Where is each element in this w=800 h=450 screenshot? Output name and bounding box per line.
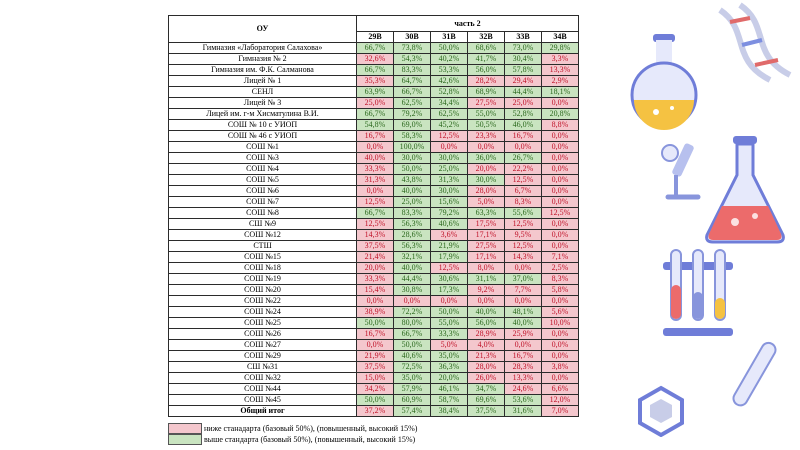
score-cell: 40,0% (468, 307, 505, 318)
score-cell: 12,5% (505, 241, 542, 252)
score-cell: 0,0% (357, 186, 394, 197)
score-cell: 12,5% (505, 175, 542, 186)
score-cell: 28,3% (505, 362, 542, 373)
column-header: 30В (394, 32, 431, 43)
score-cell: 58,7% (431, 395, 468, 406)
score-cell: 0,0% (505, 296, 542, 307)
score-cell: 69,6% (468, 395, 505, 406)
score-cell: 26,7% (505, 153, 542, 164)
school-name-cell: СОШ №29 (169, 351, 357, 362)
score-cell: 20,0% (357, 263, 394, 274)
score-cell: 34,4% (431, 98, 468, 109)
molecule-icon (700, 0, 800, 90)
table-row (169, 230, 579, 241)
score-cell: 52,8% (505, 109, 542, 120)
school-name-cell: СЕНЛ (169, 87, 357, 98)
score-cell: 0,0% (431, 296, 468, 307)
score-cell: 0,0% (357, 142, 394, 153)
school-name-cell: СОШ №26 (169, 329, 357, 340)
score-cell: 3,6% (431, 230, 468, 241)
legend (168, 423, 578, 445)
school-name-cell: СТШ (169, 241, 357, 252)
score-cell: 30,0% (394, 153, 431, 164)
score-cell: 46,1% (431, 384, 468, 395)
score-cell: 28,2% (468, 76, 505, 87)
school-name-cell: СОШ №4 (169, 164, 357, 175)
table-row (169, 373, 579, 384)
score-cell: 0,0% (505, 263, 542, 274)
score-cell: 35,0% (431, 351, 468, 362)
table-row (169, 43, 579, 54)
score-cell: 40,0% (505, 318, 542, 329)
score-cell: 18,1% (542, 87, 579, 98)
legend-row-high (168, 434, 578, 445)
score-cell: 0,0% (431, 142, 468, 153)
school-name-cell: Гимназия им. Ф.К. Салманова (169, 65, 357, 76)
score-cell: 38,4% (431, 406, 468, 417)
score-cell: 35,3% (357, 76, 394, 87)
table-row (169, 285, 579, 296)
score-cell: 0,0% (394, 296, 431, 307)
score-cell: 10,0% (542, 318, 579, 329)
score-cell: 83,3% (394, 208, 431, 219)
table-row (169, 153, 579, 164)
score-cell: 72,2% (394, 307, 431, 318)
table-row (169, 351, 579, 362)
score-cell: 36,0% (468, 153, 505, 164)
legend-text-high: выше стандарта (базовый 50%), (повышенный, высокий 15%) (204, 435, 416, 444)
score-cell: 56,3% (394, 241, 431, 252)
table-row (169, 109, 579, 120)
score-cell: 30,0% (431, 153, 468, 164)
score-cell: 21,9% (431, 241, 468, 252)
header-part: часть 2 (357, 16, 579, 32)
score-cell: 20,8% (542, 109, 579, 120)
score-cell: 3,8% (542, 362, 579, 373)
score-cell: 12,5% (431, 131, 468, 142)
score-cell: 7,7% (505, 285, 542, 296)
table-body (169, 43, 579, 417)
score-cell: 0,0% (542, 340, 579, 351)
school-name-cell: СШ №31 (169, 362, 357, 373)
school-name-cell: СОШ №5 (169, 175, 357, 186)
score-cell: 8,3% (542, 274, 579, 285)
score-cell: 28,6% (394, 230, 431, 241)
school-name-cell: Лицей № 1 (169, 76, 357, 87)
score-cell: 9,5% (505, 230, 542, 241)
score-cell: 60,9% (394, 395, 431, 406)
score-cell: 25,0% (394, 197, 431, 208)
table-row (169, 131, 579, 142)
score-cell: 63,3% (468, 208, 505, 219)
score-cell: 69,0% (394, 120, 431, 131)
score-cell: 12,5% (357, 219, 394, 230)
score-cell: 17,1% (468, 230, 505, 241)
score-cell: 25,0% (431, 164, 468, 175)
score-cell: 8,8% (542, 120, 579, 131)
test-tube-rack-icon (655, 240, 740, 345)
legend-swatch-high (168, 434, 202, 445)
score-cell: 15,6% (431, 197, 468, 208)
score-cell: 0,0% (468, 296, 505, 307)
score-cell: 66,7% (357, 109, 394, 120)
legend-text-low: ниже станадарта (базовый 50%), (повышенный, высокий 15%) (204, 424, 418, 433)
score-cell: 2,5% (542, 263, 579, 274)
school-name-cell: СШ №9 (169, 219, 357, 230)
score-cell: 66,7% (357, 208, 394, 219)
score-cell: 5,8% (542, 285, 579, 296)
score-cell: 40,0% (394, 186, 431, 197)
table-row (169, 197, 579, 208)
score-cell: 0,0% (542, 329, 579, 340)
score-cell: 6,6% (542, 384, 579, 395)
score-cell: 15,4% (357, 285, 394, 296)
score-cell: 64,7% (394, 76, 431, 87)
table-row (169, 120, 579, 131)
score-cell: 83,3% (394, 65, 431, 76)
score-cell: 43,8% (394, 175, 431, 186)
score-cell: 57,8% (505, 65, 542, 76)
score-cell: 34,7% (468, 384, 505, 395)
score-cell: 27,5% (468, 98, 505, 109)
score-cell: 55,0% (468, 109, 505, 120)
score-cell: 12,5% (431, 263, 468, 274)
score-cell: 33,3% (357, 274, 394, 285)
score-cell: 37,2% (357, 406, 394, 417)
score-cell: 12,0% (542, 395, 579, 406)
score-cell: 100,0% (394, 142, 431, 153)
table-row (169, 164, 579, 175)
score-cell: 50,0% (357, 395, 394, 406)
score-cell: 72,5% (394, 362, 431, 373)
score-cell: 0,0% (542, 164, 579, 175)
score-cell: 66,7% (357, 65, 394, 76)
score-cell: 31,6% (505, 406, 542, 417)
score-cell: 16,7% (505, 351, 542, 362)
score-cell: 66,7% (394, 329, 431, 340)
table-row (169, 274, 579, 285)
score-cell: 30,0% (468, 175, 505, 186)
score-cell: 3,3% (542, 54, 579, 65)
score-cell: 37,5% (357, 362, 394, 373)
score-cell: 34,2% (357, 384, 394, 395)
score-cell: 6,7% (505, 186, 542, 197)
score-cell: 50,5% (468, 120, 505, 131)
column-header: 29В (357, 32, 394, 43)
school-name-cell: СОШ № 10 с УИОП (169, 120, 357, 131)
results-table (168, 15, 579, 417)
score-cell: 62,5% (394, 98, 431, 109)
table-row (169, 65, 579, 76)
score-cell: 9,2% (468, 285, 505, 296)
score-cell: 33,3% (357, 164, 394, 175)
score-cell: 36,3% (431, 362, 468, 373)
score-cell: 0,0% (542, 153, 579, 164)
score-cell: 23,3% (468, 131, 505, 142)
score-cell: 20,0% (468, 164, 505, 175)
score-cell: 5,0% (431, 340, 468, 351)
results-sheet (168, 15, 578, 445)
score-cell: 5,0% (468, 197, 505, 208)
score-cell: 30,8% (394, 285, 431, 296)
school-name-cell: СОШ №32 (169, 373, 357, 384)
table-row (169, 296, 579, 307)
score-cell: 50,0% (431, 307, 468, 318)
score-cell: 66,7% (357, 43, 394, 54)
score-cell: 37,0% (505, 274, 542, 285)
table-row (169, 87, 579, 98)
score-cell: 31,3% (431, 175, 468, 186)
score-cell: 14,3% (357, 230, 394, 241)
score-cell: 0,0% (542, 98, 579, 109)
score-cell: 44,4% (394, 274, 431, 285)
school-name-cell: СОШ №20 (169, 285, 357, 296)
microscope-icon (648, 135, 708, 205)
score-cell: 21,9% (357, 351, 394, 362)
score-cell: 80,0% (394, 318, 431, 329)
school-name-cell: Гимназия «Лаборатория Салахова» (169, 43, 357, 54)
school-name-cell: СОШ №8 (169, 208, 357, 219)
score-cell: 38,9% (357, 307, 394, 318)
score-cell: 16,7% (505, 131, 542, 142)
score-cell: 12,5% (505, 219, 542, 230)
score-cell: 62,5% (431, 109, 468, 120)
score-cell: 0,0% (542, 230, 579, 241)
score-cell: 57,4% (394, 406, 431, 417)
school-name-cell: СОШ №18 (169, 263, 357, 274)
score-cell: 15,0% (357, 373, 394, 384)
score-cell: 8,3% (505, 197, 542, 208)
school-name-cell: СОШ №1 (169, 142, 357, 153)
score-cell: 20,0% (431, 373, 468, 384)
score-cell: 25,9% (505, 329, 542, 340)
score-cell: 17,1% (468, 252, 505, 263)
table-row (169, 395, 579, 406)
score-cell: 30,6% (431, 274, 468, 285)
score-cell: 22,2% (505, 164, 542, 175)
score-cell: 25,0% (505, 98, 542, 109)
score-cell: 40,6% (394, 351, 431, 362)
school-name-cell: СОШ №19 (169, 274, 357, 285)
score-cell: 17,5% (468, 219, 505, 230)
school-name-cell: СОШ №44 (169, 384, 357, 395)
table-row (169, 362, 579, 373)
table-row (169, 252, 579, 263)
score-cell: 30,4% (505, 54, 542, 65)
score-cell: 0,0% (357, 340, 394, 351)
score-cell: 33,3% (431, 329, 468, 340)
table-row (169, 98, 579, 109)
score-cell: 0,0% (542, 186, 579, 197)
score-cell: 28,0% (468, 186, 505, 197)
score-cell: 2,9% (542, 76, 579, 87)
school-name-cell: Общий итог (169, 406, 357, 417)
score-cell: 28,9% (468, 329, 505, 340)
score-cell: 17,9% (431, 252, 468, 263)
score-cell: 46,0% (505, 120, 542, 131)
table-row (169, 54, 579, 65)
table-row (169, 219, 579, 230)
score-cell: 66,7% (394, 87, 431, 98)
score-cell: 27,5% (468, 241, 505, 252)
school-name-cell: Гимназия № 2 (169, 54, 357, 65)
score-cell: 30,0% (431, 186, 468, 197)
score-cell: 0,0% (505, 142, 542, 153)
score-cell: 25,0% (357, 98, 394, 109)
score-cell: 56,0% (468, 318, 505, 329)
score-cell: 28,0% (468, 362, 505, 373)
score-cell: 40,0% (357, 153, 394, 164)
score-cell: 48,1% (505, 307, 542, 318)
table-row (169, 406, 579, 417)
table-row (169, 175, 579, 186)
score-cell: 73,0% (505, 43, 542, 54)
score-cell: 29,4% (505, 76, 542, 87)
score-cell: 79,2% (394, 109, 431, 120)
table-row (169, 186, 579, 197)
school-name-cell: СОШ №7 (169, 197, 357, 208)
score-cell: 42,6% (431, 76, 468, 87)
conical-flask-icon (695, 130, 795, 250)
score-cell: 55,6% (505, 208, 542, 219)
column-header: 32В (468, 32, 505, 43)
school-name-cell: СОШ №22 (169, 296, 357, 307)
score-cell: 0,0% (542, 175, 579, 186)
test-tube-icon (725, 335, 785, 415)
score-cell: 0,0% (542, 131, 579, 142)
table-row (169, 241, 579, 252)
header-ou: ОУ (169, 16, 357, 43)
score-cell: 58,3% (394, 131, 431, 142)
table-row (169, 307, 579, 318)
score-cell: 63,9% (357, 87, 394, 98)
score-cell: 31,3% (357, 175, 394, 186)
score-cell: 50,0% (394, 164, 431, 175)
score-cell: 68,9% (468, 87, 505, 98)
score-cell: 79,2% (431, 208, 468, 219)
table-row (169, 384, 579, 395)
score-cell: 53,3% (431, 65, 468, 76)
score-cell: 35,0% (394, 373, 431, 384)
score-cell: 0,0% (542, 241, 579, 252)
score-cell: 52,8% (431, 87, 468, 98)
school-name-cell: СОШ №45 (169, 395, 357, 406)
score-cell: 0,0% (505, 340, 542, 351)
table-row (169, 76, 579, 87)
score-cell: 0,0% (542, 219, 579, 230)
school-name-cell: Лицей № 3 (169, 98, 357, 109)
school-name-cell: Лицей им. г-м Хисматулина В.И. (169, 109, 357, 120)
school-name-cell: СОШ №12 (169, 230, 357, 241)
score-cell: 32,6% (357, 54, 394, 65)
score-cell: 0,0% (357, 296, 394, 307)
school-name-cell: СОШ №3 (169, 153, 357, 164)
potion-flask-icon (620, 30, 710, 130)
score-cell: 40,2% (431, 54, 468, 65)
score-cell: 16,7% (357, 131, 394, 142)
score-cell: 32,1% (394, 252, 431, 263)
score-cell: 21,3% (468, 351, 505, 362)
hexagon-icon (636, 385, 686, 437)
school-name-cell: СОШ №27 (169, 340, 357, 351)
table-row (169, 318, 579, 329)
score-cell: 31,1% (468, 274, 505, 285)
score-cell: 53,6% (505, 395, 542, 406)
table-row (169, 208, 579, 219)
score-cell: 7,1% (542, 252, 579, 263)
score-cell: 56,3% (394, 219, 431, 230)
score-cell: 45,2% (431, 120, 468, 131)
school-name-cell: СОШ №24 (169, 307, 357, 318)
score-cell: 4,0% (468, 340, 505, 351)
score-cell: 57,9% (394, 384, 431, 395)
score-cell: 7,0% (542, 406, 579, 417)
score-cell: 13,3% (542, 65, 579, 76)
score-cell: 0,0% (542, 373, 579, 384)
score-cell: 55,0% (431, 318, 468, 329)
score-cell: 14,3% (505, 252, 542, 263)
score-cell: 16,7% (357, 329, 394, 340)
score-cell: 0,0% (542, 296, 579, 307)
score-cell: 37,5% (357, 241, 394, 252)
school-name-cell: СОШ № 46 с УИОП (169, 131, 357, 142)
score-cell: 40,6% (431, 219, 468, 230)
score-cell: 0,0% (468, 142, 505, 153)
score-cell: 68,6% (468, 43, 505, 54)
score-cell: 50,0% (357, 318, 394, 329)
legend-row-low (168, 423, 578, 434)
score-cell: 29,8% (542, 43, 579, 54)
column-header: 33В (505, 32, 542, 43)
score-cell: 41,7% (468, 54, 505, 65)
score-cell: 40,0% (394, 263, 431, 274)
table-row (169, 142, 579, 153)
table-row (169, 329, 579, 340)
score-cell: 8,0% (468, 263, 505, 274)
school-name-cell: СОШ №6 (169, 186, 357, 197)
score-cell: 54,8% (357, 120, 394, 131)
score-cell: 26,0% (468, 373, 505, 384)
score-cell: 0,0% (542, 142, 579, 153)
score-cell: 5,6% (542, 307, 579, 318)
score-cell: 37,5% (468, 406, 505, 417)
score-cell: 73,8% (394, 43, 431, 54)
table-row (169, 340, 579, 351)
score-cell: 44,4% (505, 87, 542, 98)
score-cell: 13,3% (505, 373, 542, 384)
score-cell: 50,0% (394, 340, 431, 351)
school-name-cell: СОШ №25 (169, 318, 357, 329)
score-cell: 0,0% (542, 351, 579, 362)
score-cell: 50,0% (431, 43, 468, 54)
table-row (169, 263, 579, 274)
score-cell: 0,0% (542, 197, 579, 208)
score-cell: 54,3% (394, 54, 431, 65)
legend-swatch-low (168, 423, 202, 434)
score-cell: 21,4% (357, 252, 394, 263)
score-cell: 56,0% (468, 65, 505, 76)
score-cell: 12,5% (357, 197, 394, 208)
column-header: 34В (542, 32, 579, 43)
score-cell: 17,3% (431, 285, 468, 296)
column-header: 31В (431, 32, 468, 43)
score-cell: 12,5% (542, 208, 579, 219)
school-name-cell: СОШ №15 (169, 252, 357, 263)
score-cell: 24,6% (505, 384, 542, 395)
